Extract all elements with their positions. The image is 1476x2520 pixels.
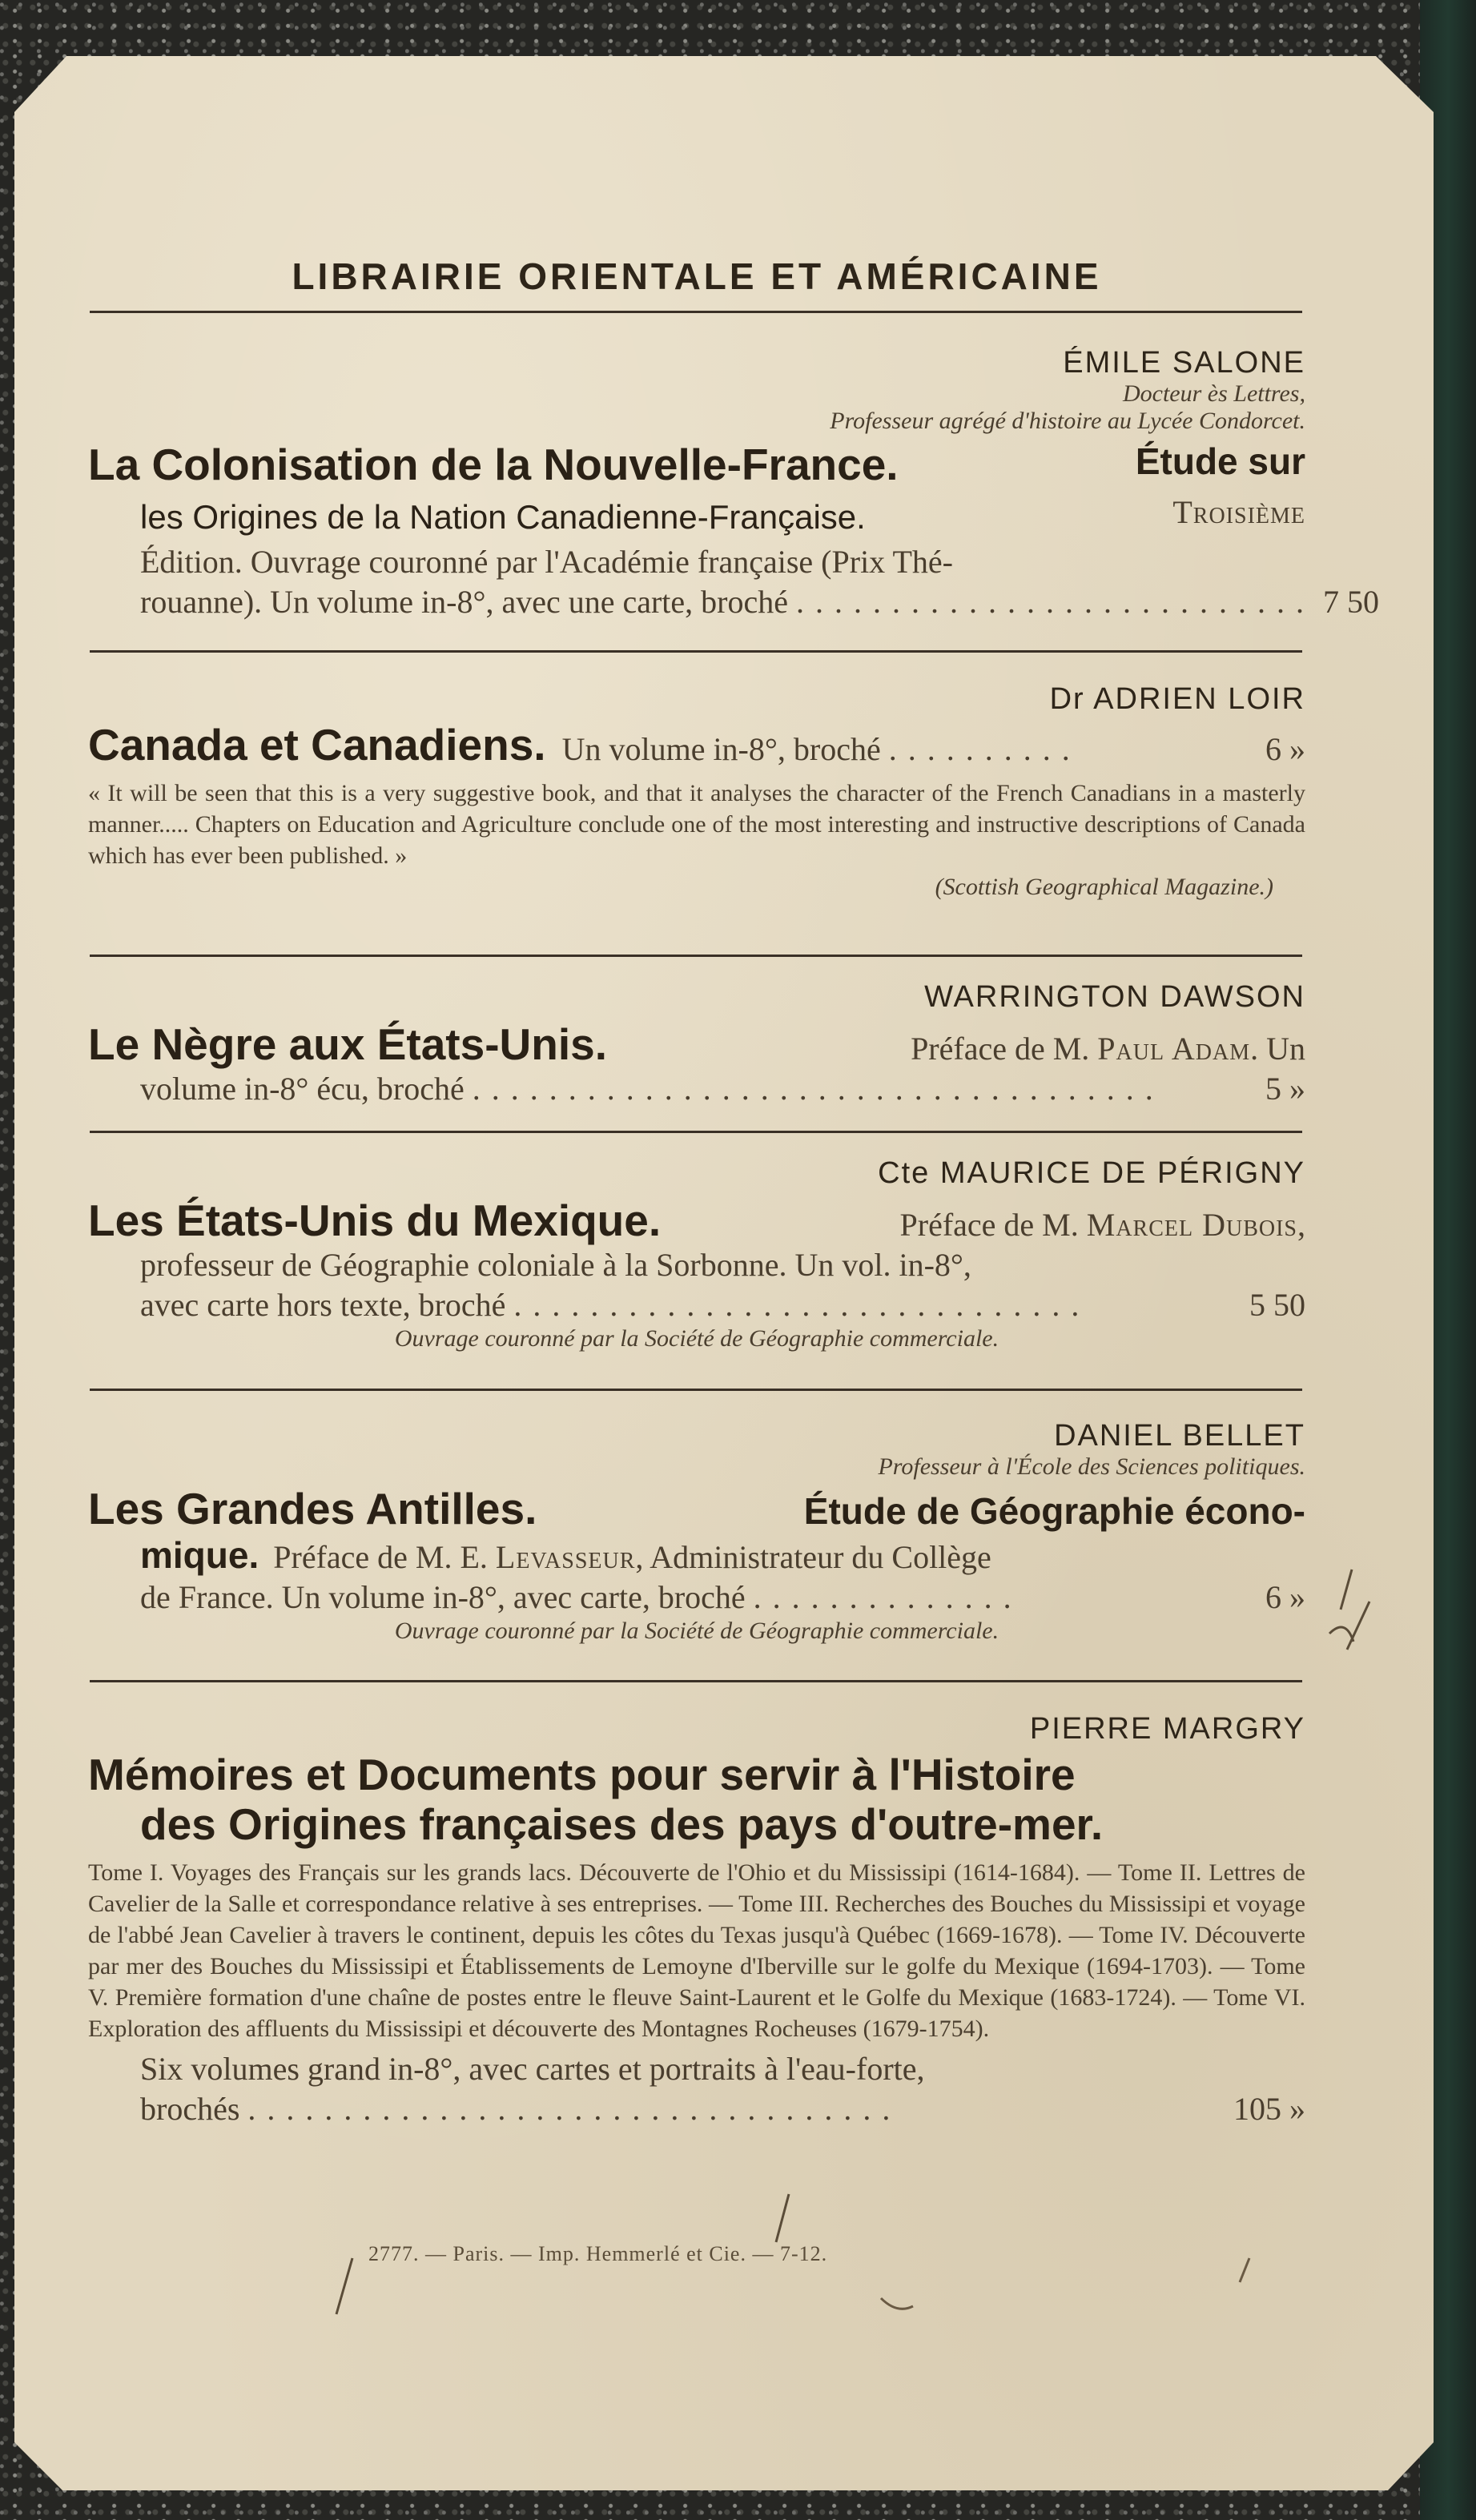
book-price: 6 » [1265, 731, 1305, 767]
preface-author: Levasseur [495, 1539, 636, 1575]
book-description: de France. Un volume in-8°, avec carte, broché [140, 1579, 746, 1615]
preface-author: Paul Adam [1097, 1031, 1251, 1067]
title-continuation: Étude sur [1135, 440, 1305, 482]
book-title: des Origines françaises des pays d'outre-mer. [140, 1799, 1104, 1849]
edition-label: Troisième [1172, 494, 1305, 530]
preface-text: Préface de M. E. [273, 1539, 488, 1575]
author-name: PIERRE MARGRY [1029, 1712, 1305, 1746]
printer-imprint: 2777. — Paris. — Imp. Hemmerlé et Cie. — 7-12. [368, 2242, 828, 2265]
author-name: ADRIEN LOIR [1093, 682, 1305, 716]
preface-text: . Un [1250, 1031, 1305, 1067]
author-prefix: Dr [1049, 682, 1085, 716]
author-credential: Professeur agrégé d'histoire au Lycée Condorcet. [830, 408, 1305, 434]
book-description: volume in-8° écu, broché [140, 1071, 465, 1107]
book-title: Canada et Canadiens. [88, 720, 546, 770]
book-description: avec carte hors texte, broché [140, 1287, 506, 1323]
publisher-header: LIBRAIRIE ORIENTALE ET AMÉRICAINE [292, 255, 1102, 297]
book-subtitle: les Origines de la Nation Canadienne-Française. [140, 498, 866, 536]
book-title: Mémoires et Documents pour servir à l'Histoire [88, 1750, 1076, 1799]
book-title: Les Grandes Antilles. [88, 1484, 537, 1533]
book-title: Le Nègre aux États-Unis. [88, 1019, 607, 1069]
author-name: ÉMILE SALONE [1063, 346, 1305, 380]
preface-author: Marcel Dubois [1086, 1207, 1297, 1243]
title-continuation: Étude de Géographie écono- [803, 1490, 1305, 1532]
leader-dots: .............................. [513, 1287, 1091, 1323]
book-title: La Colonisation de la Nouvelle-France. [88, 440, 899, 489]
book-description: Six volumes grand in-8°, avec cartes et portraits à l'eau-forte, [140, 2051, 925, 2087]
leader-dots: .............. [753, 1579, 1023, 1615]
review-source: (Scottish Geographical Magazine.) [935, 874, 1273, 900]
book-description: Édition. Ouvrage couronné par l'Académie française (Prix Thé- [140, 544, 953, 580]
author-name: DANIEL BELLET [1054, 1419, 1305, 1453]
book-description: professeur de Géographie coloniale à la Sorbonne. Un vol. in-8°, [140, 1247, 971, 1283]
preface-text: Préface de M. [899, 1207, 1079, 1243]
award-note: Ouvrage couronné par la Société de Géographie commerciale. [394, 1325, 999, 1352]
book-price: 5 50 [1249, 1287, 1305, 1323]
author-credential: Professeur à l'École des Sciences politiques. [878, 1453, 1305, 1480]
book-description: rouanne). Un volume in-8°, avec une carte, broché [140, 584, 788, 620]
author-credential: Docteur ès Lettres, [1122, 380, 1305, 407]
leader-dots: .......... [888, 731, 1081, 767]
award-note: Ouvrage couronné par la Société de Géographie commerciale. [394, 1618, 999, 1644]
preface-text: , [1297, 1207, 1305, 1243]
book-price: 105 » [1233, 2091, 1305, 2127]
leader-dots: .................................. [247, 2091, 902, 2127]
volume-contents: Tome I. Voyages des Français sur les grands lacs. Découverte de l'Ohio et du Mississipi (1614-1684). — Tome II. Lettres de Cavelier de la Salle et correspondance relative à ses entreprises. — Tome III. Recherches des Bouches du Mississipi et voyage de l'abbé Jean Cavelier à travers le continent, depuis les côtes du Texas jusqu'à Québec (1669-1678). — Tome IV. Découverte par mer des Bouches du Mississipi et Établissements de Lemoyne d'Iberville sur le golfe du Mexique (1694-1703). — Tome V. Première formation d'une chaîne de postes entre le fleuve Saint-Laurent et le Golfe du Mexique (1683-1724). — Tome VI. Exploration des affluents du Mississipi et découverte des Montagnes Rocheuses (1679-1754). [88, 1859, 1305, 2042]
book-price: 7 50 [1322, 584, 1379, 620]
leader-dots: ........................... [795, 584, 1315, 620]
book-price: 5 » [1265, 1071, 1305, 1107]
author-prefix: Cte [878, 1156, 931, 1190]
book-title: Les États-Unis du Mexique. [88, 1196, 662, 1245]
book-description: Un volume in-8°, broché [561, 731, 881, 767]
book-description: brochés [140, 2091, 240, 2127]
author-name: WARRINGTON DAWSON [924, 980, 1305, 1014]
book-price: 6 » [1265, 1579, 1305, 1615]
preface-text: , Administrateur du Collège [635, 1539, 991, 1575]
review-quote: « It will be seen that this is a very suggestive book, and that it analyses the character of the French Canadians in a masterly manner..... Chapters on Education and Agriculture conclude one of the most interesting and instructive descriptions of Canada which has ever been published. » [88, 780, 1305, 869]
title-continuation: mique. [140, 1534, 259, 1576]
leader-dots: .................................... [472, 1071, 1164, 1107]
author-name: MAURICE DE PÉRIGNY [939, 1156, 1305, 1190]
preface-text: Préface de M. [911, 1031, 1090, 1067]
